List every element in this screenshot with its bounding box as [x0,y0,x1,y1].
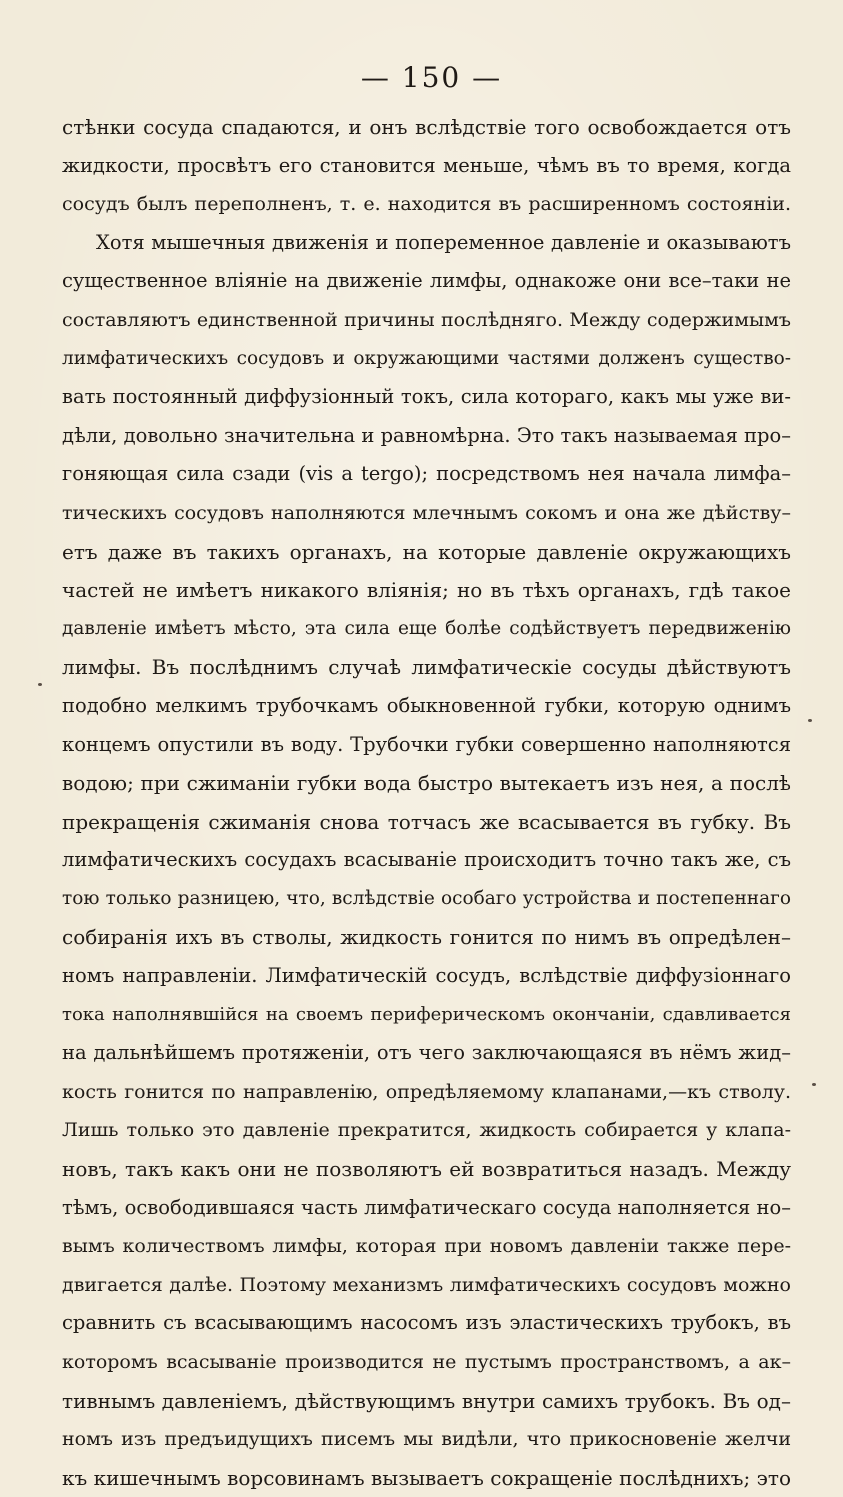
text-line: существенное вліяніе на движеніе лимфы, однакоже они все–таки не [62,269,791,293]
text-line: номъ изъ предъидущихъ писемъ мы видѣли, что прикосновеніе желчи [62,1428,791,1451]
text-line: на дальнѣйшемъ протяженіи, отъ чего заключающаяся въ нёмъ жид– [62,1041,791,1065]
print-speck [812,1083,816,1086]
text-line: сравнить съ всасывающимъ насосомъ изъ эластическихъ трубокъ, въ [62,1311,791,1335]
text-line: водою; при сжиманіи губки вода быстро вытекаетъ изъ нея, а послѣ [62,771,791,796]
text-line: собиранія ихъ въ стволы, жидкость гонится по нимъ въ опредѣлен– [62,925,791,950]
text-line: которомъ всасываніе производится не пустымъ пространствомъ, а ак– [62,1351,791,1373]
page-number: — 150 — [360,61,503,94]
text-line: тѣмъ, освободившаяся часть лимфатическаго сосуда наполняется но– [62,1195,791,1219]
text-line: стѣнки сосуда спадаются, и онъ вслѣдствіе того освобождается отъ [62,115,791,139]
text-line: частей не имѣетъ никакого вліянія; но въ тѣхъ органахъ, гдѣ такое [62,578,791,603]
text-line: лимфатическихъ сосудахъ всасываніе происходитъ точно такъ же, съ [62,848,791,872]
text-line: номъ направленіи. Лимфатическій сосудъ, вслѣдствіе диффузіоннаго [62,964,791,988]
text-line: лимфы. Въ послѣднимъ случаѣ лимфатическіе сосуды дѣйствуютъ [62,655,791,680]
text-line: давленіе имѣетъ мѣсто, эта сила еще болѣе содѣйствуетъ передвиженію [62,617,791,639]
text-line: къ кишечнымъ ворсовинамъ вызываетъ сокращеніе послѣднихъ; это [62,1465,791,1490]
print-speck [808,719,812,722]
text-line: тическихъ сосудовъ наполняются млечнымъ сокомъ и она же дѣйству– [62,501,791,524]
print-speck [38,683,42,686]
text-line: Лишь только это давленіе прекратится, жидкость собирается у клапа- [62,1119,791,1142]
text-line: новъ, такъ какъ они не позволяютъ ей возвратиться назадъ. Между [62,1157,791,1182]
text-line: подобно мелкимъ трубочкамъ обыкновенной губки, которую однимъ [62,693,791,717]
text-line: жидкости, просвѣтъ его становится меньше, чѣмъ въ то время, когда [62,153,791,177]
text-line: тока наполнявшійся на своемъ периферическомъ окончаніи, сдавливается [62,1003,791,1025]
text-line: прекращенія сжиманія снова тотчасъ же всасывается въ губку. Въ [62,809,791,834]
text-line: етъ даже въ такихъ органахъ, на которые давленіе окружающихъ [62,539,791,564]
text-line: концемъ опустили въ воду. Трубочки губки совершенно наполняются [62,732,791,756]
text-line: лимфатическихъ сосудовъ и окружающими частями долженъ существо- [62,347,791,369]
text-line: Хотя мышечныя движенія и попеременное давленіе и оказываютъ [96,230,791,254]
text-line: дѣли, довольно значительна и равномѣрна. Это такъ называемая про– [62,423,791,447]
text-line: тою только разницею, что, вслѣдствіе особаго устройства и постепеннаго [62,887,791,909]
text-line: вать постоянный диффузіонный токъ, сила котораго, какъ мы уже ви- [62,385,791,409]
text-line: вымъ количествомъ лимфы, которая при новомъ давленіи также пере- [62,1235,791,1258]
text-line: двигается далѣе. Поэтому механизмъ лимфатическихъ сосудовъ можно [62,1273,791,1296]
body-text [62,108,791,1497]
text-line: гоняющая сила сзади (vis a tergo); посредствомъ нея начала лимфа– [62,462,791,486]
text-line: тивнымъ давленіемъ, дѣйствующимъ внутри самихъ трубокъ. Въ од– [62,1388,791,1413]
text-line: составляютъ единственной причины послѣдняго. Между содержимымъ [62,308,791,331]
text-line: кость гонится по направленію, опредѣляемому клапанами,—къ стволу. [62,1080,791,1103]
text-line: сосудъ былъ переполненъ, т. е. находится въ расширенномъ состояніи. [62,193,791,216]
